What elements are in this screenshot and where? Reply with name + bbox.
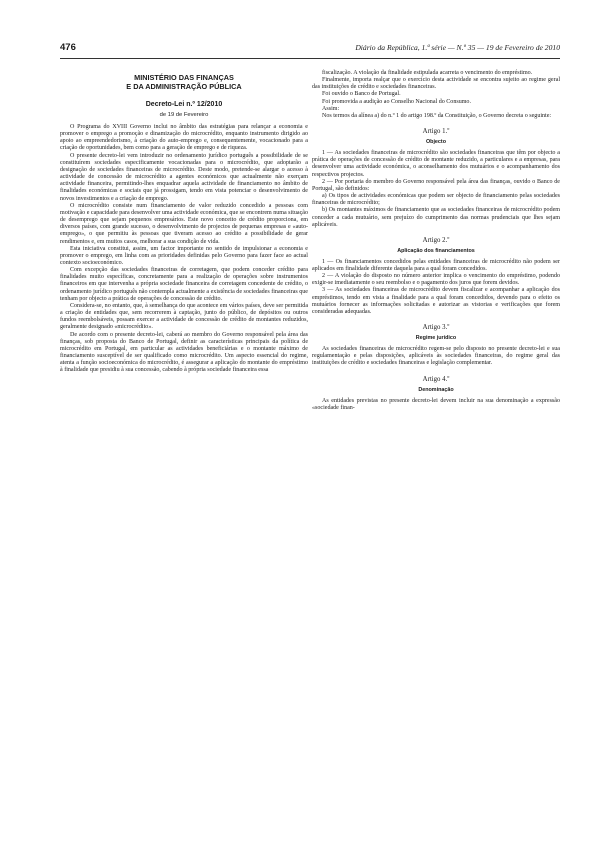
paragraph: a) Os tipos de actividades económicas que podem ser objecto de financiamento pelas sociedades financeiras de microcrédito;: [312, 193, 560, 207]
article-title: Artigo 3.º: [422, 324, 450, 332]
paragraph: fiscalização. A violação da finalidade estipulada acarreta o vencimento do empréstimo.: [322, 70, 533, 76]
paragraph: Com excepção das sociedades financeiras de corretagem, que podem conceder crédito para finalidades muito específicas, concretamente para a realização de operações sobre instrumentos financeiros em que intervenha a própria sociedade financeira de corretagem concedente de crédito, o ordenamento jurídico português não contempla actualmente a existência de sociedades financeiras que tenham por objecto a prática de operações de concessão de crédito.: [60, 267, 308, 302]
running-head: Diário da República, 1.ª série — N.º 35 — 19 de Fevereiro de 2010: [355, 43, 560, 52]
page-header: [60, 44, 560, 59]
paragraph: Foi promovida a audição ao Conselho Nacional do Consumo.: [322, 98, 471, 105]
article-title: Artigo 2.º: [422, 236, 450, 244]
decree-date: de 19 de Fevereiro: [159, 112, 209, 118]
paragraph: Nos termos da alínea a) do n.º 1 do artigo 198.º da Constituição, o Governo decreta o seguinte:: [322, 112, 552, 119]
paragraph: As entidades previstas no presente decreto-lei devem incluir na sua denominação a expressão «sociedade finan-: [312, 397, 560, 411]
ministry-line: MINISTÉRIO DAS FINANÇAS: [134, 73, 234, 82]
article-title: Artigo 4.º: [422, 375, 450, 383]
paragraph: Foi ouvido o Banco de Portugal.: [322, 91, 401, 98]
ministry-line: E DA ADMINISTRAÇÃO PÚBLICA: [126, 82, 242, 91]
left-column: [60, 70, 308, 374]
paragraph: De acordo com o presente decreto-lei, caberá ao membro do Governo responsável pela área das finanças, sob proposta do Banco de Portugal, definir as características principais da política de microcrédito em Portugal, em particular as actividades beneficiárias e o montante máximo de financiamento susceptível de ser qualificado como microcrédito. Um aspecto essencial do regime, atenta a função socioeconómica do microcrédito, é assegurar a aplicação do montante do empréstimo à finalidade que presidiu à sua concessão, cabendo à própria sociedade financeira essa: [60, 331, 308, 374]
article-subtitle: Objecto: [425, 139, 447, 146]
paragraph: Considera-se, no entanto, que, à semelhança do que acontece em vários países, deve ser permitida a criação de entidades que, sem recorrerem à captação, junto do público, de depósitos ou outros fundos reembolsáveis, possam exercer a actividade de concessão de crédito de montantes reduzidos, geralmente designado «microcrédito».: [60, 302, 308, 331]
paragraph: Esta iniciativa constitui, assim, um factor importante no sentido de impulsionar a economia e promover o emprego, em linha com as prioridades definidas pelo Governo para fazer face ao actual contexto socioeconómico.: [60, 245, 308, 266]
article-subtitle: Denominação: [418, 386, 454, 393]
paragraph: 2 — Por portaria do membro do Governo responsável pela área das finanças, ouvido o Banco de Portugal, são definidos:: [312, 178, 560, 192]
paragraph: 2 — A violação do disposto no número anterior implica o vencimento do empréstimo, podendo exigir-se imediatamente o seu reembolso e o pagamento dos juros que forem devidos.: [312, 273, 560, 287]
page-number: 476: [60, 42, 76, 53]
paragraph: Assim:: [322, 105, 340, 112]
paragraph: Finalmente, importa realçar que o exercício desta actividade se encontra sujeito ao regime geral das instituições de crédito e sociedades financeiras.: [312, 77, 560, 91]
paragraph: 1 — As sociedades financeiras de microcrédito são sociedades financeiras que têm por objecto a prática de operações de concessão de crédito de montante reduzido, a particulares e a empresas, para desenvolver uma actividade económica, o aconselhamento dos mutuários e o acompanhamento dos respectivos projectos.: [312, 150, 560, 178]
article-subtitle: Aplicação dos financiamentos: [397, 247, 475, 254]
right-column: [312, 70, 560, 412]
decree-title: Decreto-Lei n.º 12/2010: [145, 101, 223, 108]
paragraph: O presente decreto-lei vem introduzir no ordenamento jurídico português a possibilidade de se constituírem sociedades especificamente vocacionadas para o microcrédito, que adoptarão a designação de sociedades financeiras de microcrédito. Deste modo, pretende-se alargar o acesso à actividade de concessão de microcrédito a agentes económicos que actualmente não exerçam actividade financeira, permitindo-lhes enquadrar aquela actividade de financiamento no âmbito de finalidades económicas e sociais que já prossigam, tendo em vista potenciar o desenvolvimento de novos investimentos e a criação de emprego.: [60, 152, 308, 202]
paragraph: b) Os montantes máximos de financiamento que as sociedades financeiras de microcrédito podem conceder a cada mutuário, sem prejuízo do cumprimento das normas prudenciais que lhes sejam aplicáveis.: [312, 207, 560, 228]
paragraph: O Programa do XVIII Governo inclui no âmbito das estratégias para relançar a economia e promover o emprego a promoção e dinamização do microcrédito, enquanto instrumento dirigido ao apoio ao empreendedorismo, à criação do auto-emprego e, consequentemente, vocacionado para a criação de oportunidades, bem como para a geração de emprego e de riqueza.: [60, 124, 308, 152]
paragraph: 1 — Os financiamentos concedidos pelas entidades financeiras de microcrédito não podem ser aplicados em finalidade diferente daquela para a qual foram concedidos.: [312, 258, 560, 272]
article-title: Artigo 1.º: [422, 128, 450, 136]
article-subtitle: Regime jurídico: [415, 335, 457, 342]
ministry-heading: [60, 73, 308, 91]
paragraph: O microcrédito consiste num financiamento de valor reduzido concedido a pessoas com motivação e capacidade para desenvolver uma actividade económica, que se encontrem numa situação de desemprego que sejam pequenos empresários. Este novo conceito de crédito proporciona, em diversos países, com grande sucesso, o desenvolvimento de projectos de pequenas empresas e «auto-emprego», o que permitiu às pessoas que tiveram acesso ao crédito a possibilidade de gerar rendimentos e, em muitos casos, melhorar a sua condição de vida.: [60, 202, 308, 245]
paragraph: 3 — As sociedades financeiras de microcrédito devem fiscalizar e acompanhar a aplicação dos empréstimos, tendo em vista a finalidade para a qual foram concedidos, devendo para o efeito os mutuários fornecer as informações solicitadas e autorizar as vistorias e verificações que forem consideradas adequadas.: [312, 287, 560, 315]
paragraph: As sociedades financeiras de microcrédito regem-se pelo disposto no presente decreto-lei e sua regulamentação e pelas disposições, aplicáveis às sociedades financeiras, do regime geral das instituições de crédito e sociedades financeiras e legislação complementar.: [312, 346, 560, 367]
